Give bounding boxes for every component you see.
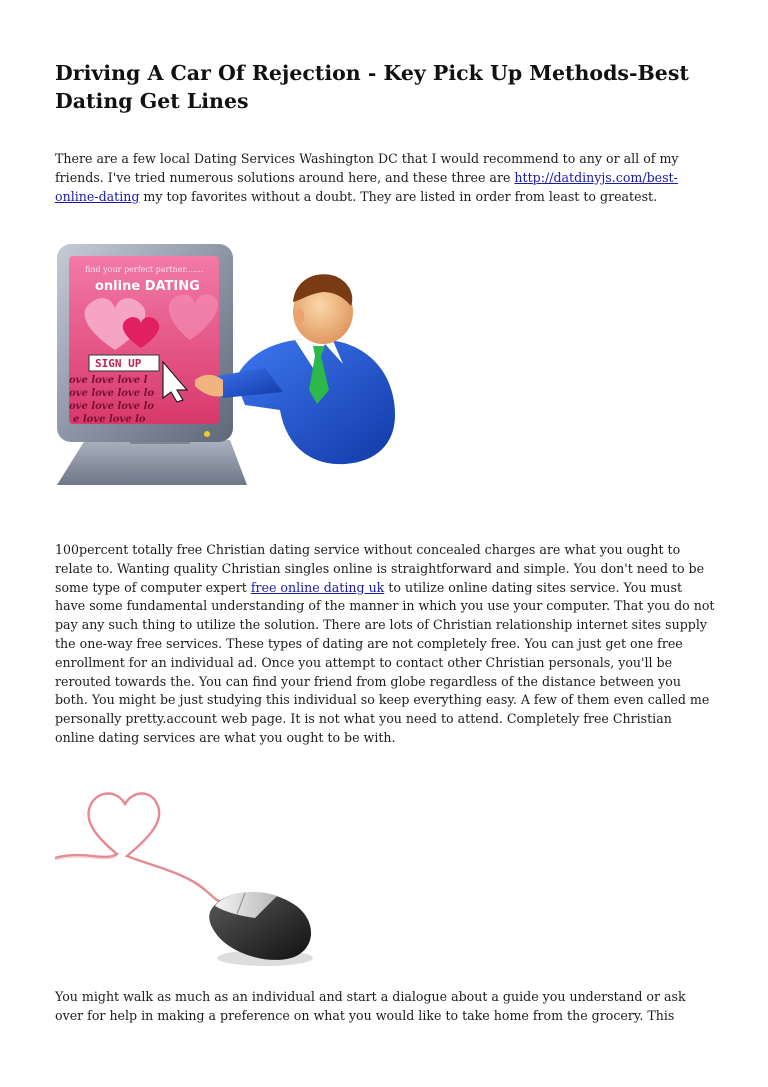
love-row: ove love love lo [69, 388, 155, 399]
online-dating-computer-illustration [55, 240, 400, 490]
page-title: Driving A Car Of Rejection - Key Pick Up Methods-Best Dating Get Lines [55, 61, 689, 113]
heart-cord [55, 794, 223, 903]
screen-heading: online DATING [95, 279, 200, 294]
para1-text-after: my top favorites without a doubt. They are listed in order from least to greatest. [139, 188, 658, 204]
man-ear [294, 308, 304, 324]
screen-tagline: find your perfect partner....... [85, 265, 204, 274]
love-row: ove love love lo [69, 401, 155, 412]
monitor-base [57, 440, 247, 485]
power-led-icon [204, 431, 210, 437]
body-paragraph [55, 541, 715, 748]
love-row: ove love love l [69, 375, 148, 386]
para2-text-before: 100percent totally free Christian dating service without concealed charges are what you ought to relate to. Wanting quality Christian singles online is straightforward and simple. You don't need to be some type of computer expert [55, 542, 705, 595]
free-online-dating-uk-link[interactable]: free online dating uk [250, 579, 385, 595]
para1-text-before: There are a few local Dating Services Washington DC that I would recommend to any or all of my friends. I've tried numerous solutions around here, and these three are [55, 151, 679, 185]
best-online-dating-link[interactable]: http://datdinyjs.com/best-online-dating [55, 169, 678, 204]
para2-text-after: to utilize online dating sites service. You must have some fundamental understanding of the manner in which you use your computer. That you do not pay any such thing to utilize the solution. There are lots of Christian relationship internet sites supply the one-way free services. These types of dating are not completely free. You can just get one free enrollment for an individual ad. Once you attempt to contact other Christian personals, you'll be rerouted towards the. You can find your friend from globe regardless of the distance between you both. You might be just studying this individual so keep everything easy. A few of them even called me personally pretty.account web page. It is not what you need to attend. Completely free Christian online dating services are what you ought to be with. [55, 579, 715, 745]
sign-up-label: SIGN UP [95, 357, 142, 370]
closing-paragraph: You might walk as much as an individual and start a dialogue about a guide you understand or ask over for help in making a preference on what you would like to take home from the grocery. This [55, 989, 686, 1023]
love-row: e love love lo [73, 414, 146, 425]
intro-paragraph [55, 150, 715, 206]
heart-mouse-illustration [55, 780, 315, 970]
